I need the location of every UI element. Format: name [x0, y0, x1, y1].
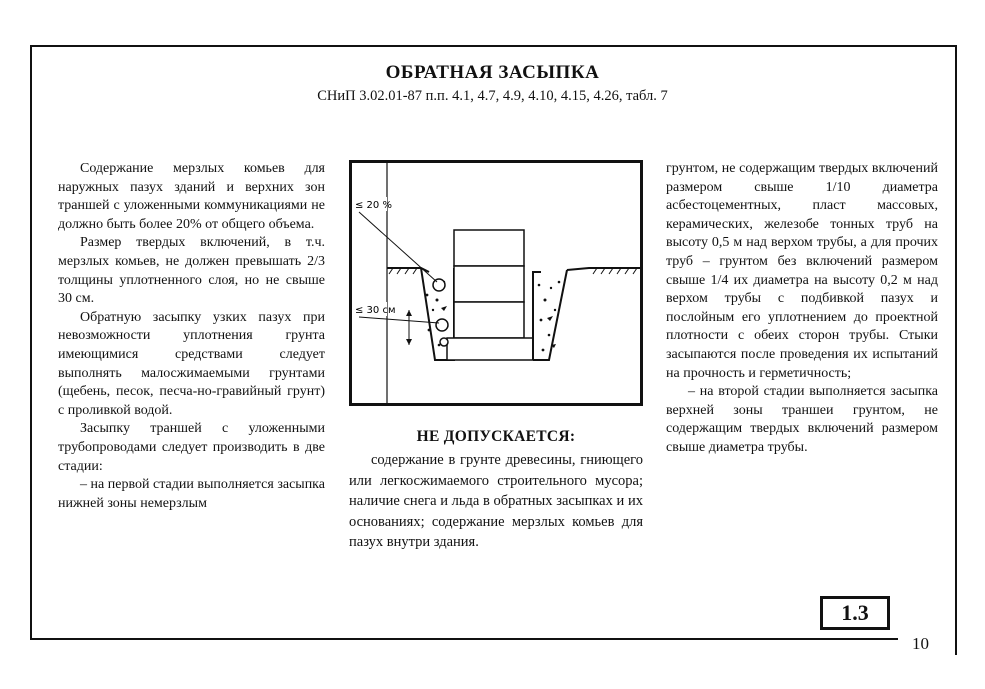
- page-title: ОБРАТНАЯ ЗАСЫПКА: [385, 62, 600, 83]
- paragraph: – на второй стадии выполняется засыпка верхней зоны траншеи грунтом, не содержащим твердых включений размером свыше диаметра трубы.: [666, 384, 938, 455]
- paragraph: Обратную засыпку узких пазух при невозможности уплотнения грунта имеющимися средствами следует выполнять малосжимаемыми грунтами (щебень, песок, песча-но-гравийный грунт) с проливкой водой.: [58, 309, 325, 418]
- left-text-column: [58, 160, 325, 513]
- section-number-badge: 1.3: [820, 596, 890, 630]
- frozen-lump: [440, 338, 448, 346]
- frame-right-border: [955, 45, 957, 655]
- frozen-lump: [436, 319, 448, 331]
- paragraph: Засыпку траншей с уложенными трубопроводами следует производить в две стадии:: [58, 421, 325, 474]
- frozen-lump: [433, 279, 445, 291]
- frame-left-border: [30, 45, 32, 640]
- frame-bottom-border: [30, 638, 898, 640]
- right-text-column: [666, 160, 938, 458]
- page-number: 10: [912, 634, 929, 653]
- forbidden-heading: НЕ ДОПУСКАЕТСЯ:: [416, 428, 576, 445]
- label-30-cm: ≤ 30 см: [355, 305, 396, 316]
- paragraph: Содержание мерзлых комьев для наружных пазух зданий и верхних зон траншей с уложенными коммуникациями не должно быть более 20% от общего объема.: [58, 161, 325, 232]
- paragraph: Размер твердых включений, в т.ч. мерзлых комьев, не должен превышать 2/3 толщины уплотненного слоя, но не свыше 30 см.: [58, 235, 325, 307]
- page-subtitle: СНиП 3.02.01-87 п.п. 4.1, 4.7, 4.9, 4.10, 4.15, 4.26, табл. 7: [317, 88, 668, 104]
- forbidden-text: содержание в грунте древесины, гниющего или легкосжимаемого строительного мусора; наличие снега и льда в обратных засыпках и их основаниях; содержание мерзлых комьев для пазух внутри здания.: [349, 452, 643, 550]
- wall-block: [454, 230, 524, 266]
- paragraph: грунтом, не содержащим твердых включений размером свыше 1/10 диаметра асбестоцементных, пласт массовых, керамических, железобе тонных труб на высоту 0,5 м над верхом трубы, а для прочих труб – грунтом без включений размером свыше 1/4 их диаметра на высоту 0,2 м над верхом трубы с подбивкой пазух и послойным его уплотнением до проектной плотности с обеих сторон трубы. Стыки засыпаются после проведения их испытаний на прочность и герметичность;: [666, 161, 938, 381]
- frame-top-border: [30, 45, 957, 47]
- trench-backfill-diagram: [349, 160, 643, 406]
- paragraph: – на первой стадии выполняется засыпка нижней зоны немерзлым: [58, 477, 325, 511]
- foundation-block: [447, 338, 533, 360]
- label-20-percent: ≤ 20 %: [355, 200, 392, 211]
- wall-block: [454, 302, 524, 338]
- wall-block: [454, 266, 524, 302]
